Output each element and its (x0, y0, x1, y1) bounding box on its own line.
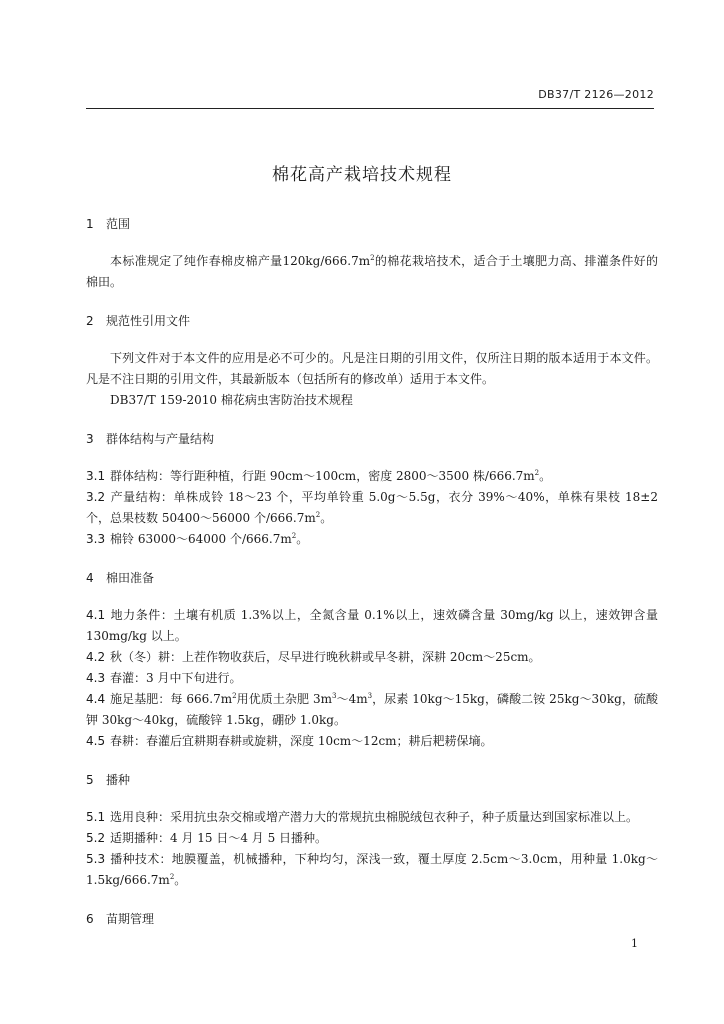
standard-code: DB37/T 2126—2012 (538, 88, 654, 101)
clause-5-2: 5.2 适期播种：4 月 15 日～4 月 5 日播种。 (86, 831, 328, 845)
clause-4-3: 4.3 春灌：3 月中下旬进行。 (86, 671, 242, 685)
clause-3-1: 3.1 群体结构：等行距种植，行距 90cm～100cm，密度 2800～3500 株$/666.7m^2$。 (86, 469, 552, 483)
section-number: 6 (86, 912, 94, 926)
section-number: 5 (86, 773, 94, 787)
clause-4-4: 4.4 施足基肥：每 $666.7m^2$用优质土杂肥 $3m^3\sim 4m^3$，尿素 10kg～15kg，磷酸二铵 25kg～30kg，硫酸钾 30kg～40kg，硫酸锌 1.5kg，硼砂 1.0kg。 (86, 692, 658, 727)
clause-3-2: 3.2 产量结构：单株成铃 18～23 个，平均单铃重 5.0g～5.5g，衣分 39%～40%，单株有果枝 18±2 个，总果枝数 50400～56000 个$/666.7m^2$。 (86, 490, 658, 525)
normative-references-paragraph: 下列文件对于本文件的应用是必不可少的。凡是注日期的引用文件，仅所注日期的版本适用于本文件。凡是不注日期的引用文件，其最新版本（包括所有的修改单）适用于本文件。 (86, 351, 658, 386)
section-heading-2 (86, 311, 658, 332)
section-number: 2 (86, 314, 94, 328)
section-number: 4 (86, 571, 94, 585)
section-number: 3 (86, 432, 94, 446)
section-heading-3 (86, 429, 658, 450)
section-title: 群体结构与产量结构 (106, 432, 215, 446)
section-heading-1 (86, 214, 658, 235)
clause-5-3: 5.3 播种技术：地膜覆盖，机械播种，下种均匀，深浅一致，覆土厚度 2.5cm～3.0cm，用种量 $1.0kg\sim 1.5kg/666.7m^2$。 (86, 852, 658, 887)
clause-4-1: 4.1 地力条件：土壤有机质 1.3%以上，全氮含量 0.1%以上，速效磷含量 30mg/kg 以上，速效钾含量 130mg/kg 以上。 (86, 608, 658, 643)
section-title: 苗期管理 (106, 912, 155, 926)
clause-3-3: 3.3 棉铃 63000～64000 个$/666.7m^2$。 (86, 532, 309, 546)
section-heading-6 (86, 909, 658, 930)
section-heading-5 (86, 770, 658, 791)
header-rule (86, 108, 654, 109)
document-body (86, 214, 658, 930)
clause-5-1: 5.1 选用良种：采用抗虫杂交棉或增产潜力大的常规抗虫棉脱绒包衣种子，种子质量达到国家标准以上。 (86, 810, 639, 824)
section-title: 播种 (106, 773, 131, 787)
page-number: 1 (631, 937, 638, 950)
document-title: 棉花高产栽培技术规程 (272, 165, 452, 185)
section-title: 范围 (106, 217, 131, 231)
section-title: 棉田准备 (106, 571, 155, 585)
clause-4-5: 4.5 春耕：春灌后宜耕期春耕或旋耕，深度 10cm～12cm；耕后耙耢保墒。 (86, 734, 493, 748)
section-number: 1 (86, 217, 94, 231)
section-title: 规范性引用文件 (106, 314, 191, 328)
scope-paragraph: 本标准规定了纯作春棉皮棉产量$120kg/666.7m^2$的棉花栽培技术，适合于土壤肥力高、排灌条件好的棉田。 (86, 254, 658, 289)
section-heading-4 (86, 568, 658, 589)
clause-4-2: 4.2 秋（冬）耕：上茬作物收获后，尽早进行晚秋耕或早冬耕，深耕 20cm～25cm。 (86, 650, 541, 664)
reference-entry: DB37/T 159-2010 棉花病虫害防治技术规程 (110, 393, 353, 407)
